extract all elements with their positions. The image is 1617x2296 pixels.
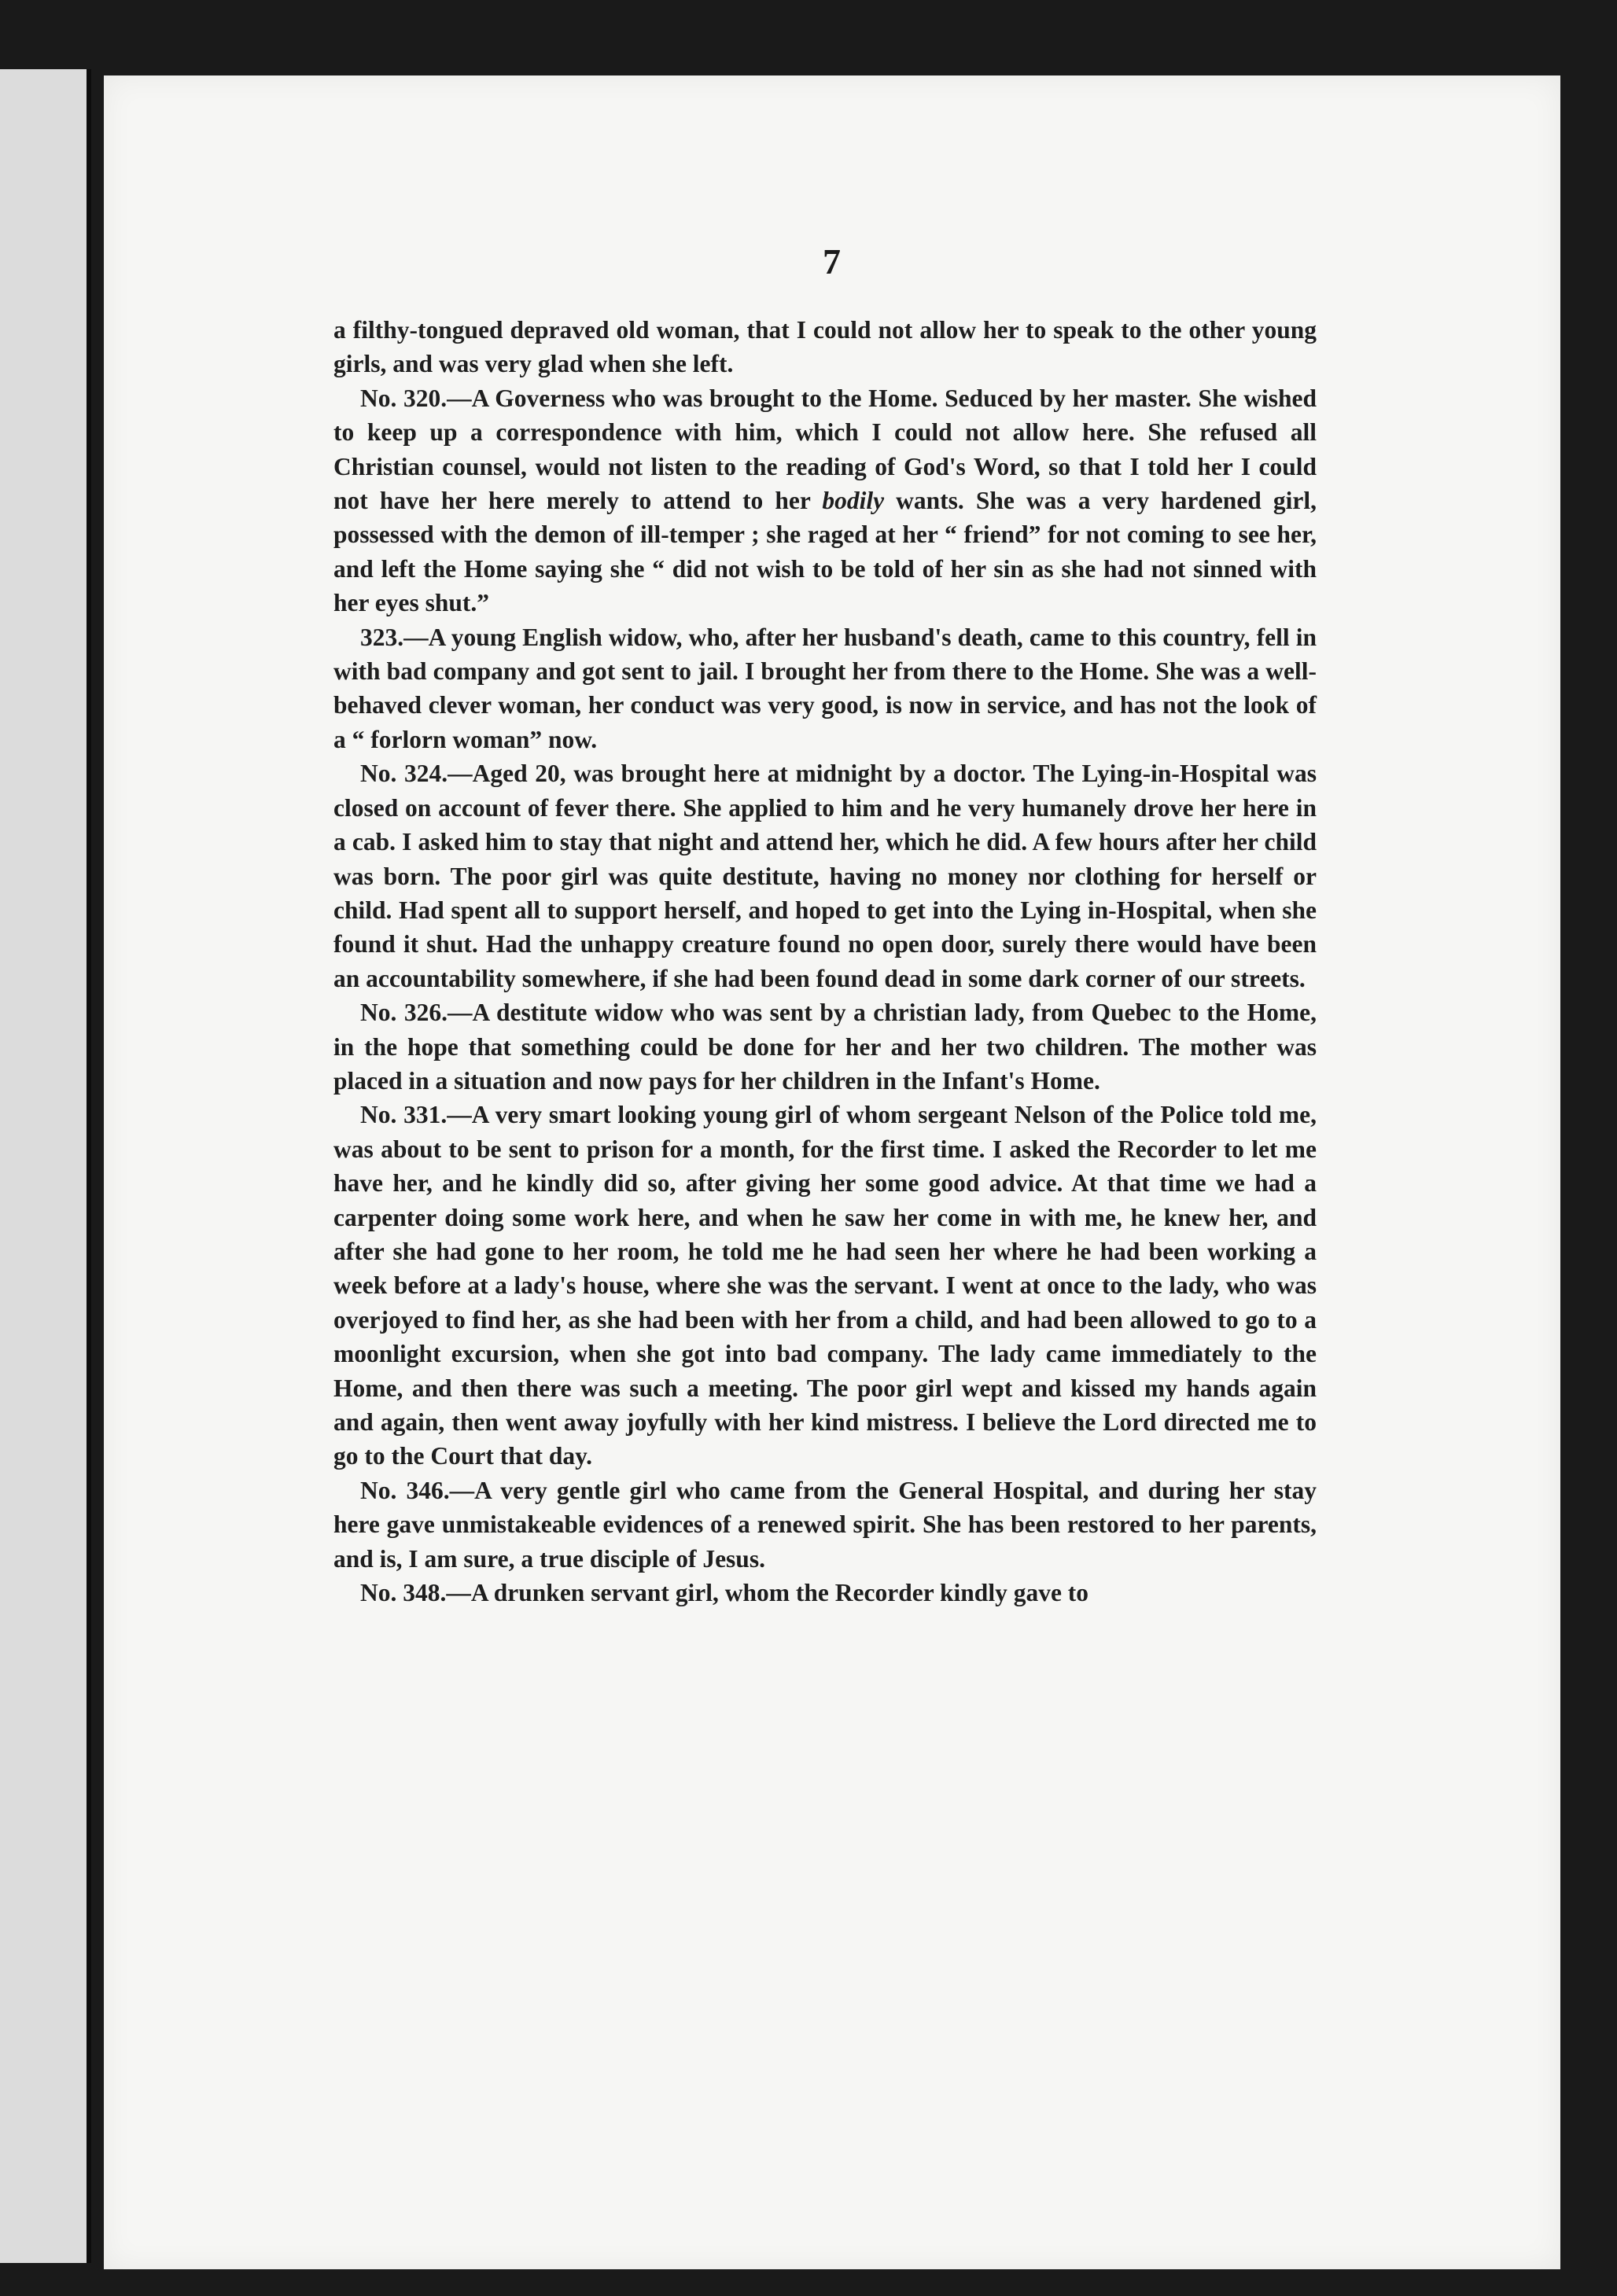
page-number: 7 <box>823 241 842 281</box>
paragraph-no-348: No. 348.—A drunken servant girl, whom the Recorder kindly gave to <box>360 1579 1089 1607</box>
paragraph-no-324: No. 324.—Aged 20, was brought here at midnight by a doctor. The Lying-in-Hospital was closed on account of fever there. She applied to him and he very humanely drove her here in a cab. I asked him to stay that night and attend her, which he did. A few hours after her child was born. The poor girl was quite destitute, having no money nor clothing for herself or child. Had spent all to support herself, and hoped to get into the Lying in-Hospital, when she found it shut. Had the unhappy creature found no open door, surely there would have been an accountability somewhere, if she had been found dead in some dark corner of our streets. <box>333 760 1317 992</box>
facing-page-edge <box>0 69 91 2263</box>
paragraph-no-326: No. 326.—A destitute widow who was sent by a christian lady, from Quebec to the Home, in the hope that something could be done for her and her two children. The mother was placed in a situation and now pays for her children in the Infant's Home. <box>333 999 1317 1095</box>
body-text <box>333 313 1317 1610</box>
paragraph-continuation: a filthy-tongued depraved old woman, that I could not allow her to speak to the other young girls, and was very glad when she left. <box>333 316 1317 378</box>
paragraph-no-346: No. 346.—A very gentle girl who came from the General Hospital, and during her stay here gave unmistakeable evidences of a renewed spirit. She has been restored to her parents, and is, I am sure, a true disciple of Jesus. <box>333 1476 1317 1573</box>
paragraph-no-323: 323.—A young English widow, who, after her husband's death, came to this country, fell in with bad company and got sent to jail. I brought her from there to the Home. She was a well-behaved clever woman, her conduct was very good, is now in service, and has not the look of a “ forlorn woman” now. <box>333 623 1317 753</box>
text-run: No. 320.—A Governess who was brought to the Home. Seduced by her master. She wished to keep up a correspondence with him, which I could not allow here. She refused all Christian counsel, would not listen to the reading of God's Word, so that I told her I could not have her here merely to attend to her <box>333 384 1317 515</box>
text-run: wants. She was a very hardened girl, possessed with the demon of ill-temper ; she raged at her “ friend” for not coming to see her, and left the Home saying she “ did not wish to be told of her sin as she had not sinned with her eyes shut.” <box>333 487 1317 617</box>
document-page <box>104 75 1560 2269</box>
paragraph-no-331: No. 331.—A very smart looking young girl of whom sergeant Nelson of the Police told me, was about to be sent to prison for a month, for the first time. I asked the Recorder to let me have her, and he kindly did so, after giving her some good advice. At that time we had a carpenter doing some work here, and when he saw her come in with me, he knew her, and after she had gone to her room, he told me he had seen her where he had been working a week before at a lady's house, where she was the servant. I went at once to the lady, who was overjoyed to find her, as she had been with her from a child, and had been allowed to go to a moonlight excursion, when she got into bad company. The lady came immediately to the Home, and then there was such a meeting. The poor girl wept and kissed my hands again and again, then went away joyfully with her kind mistress. I believe the Lord directed me to go to the Court that day. <box>333 1101 1317 1470</box>
emphasis-text: bodily <box>822 487 885 515</box>
paragraph-no-320 <box>333 381 1317 620</box>
